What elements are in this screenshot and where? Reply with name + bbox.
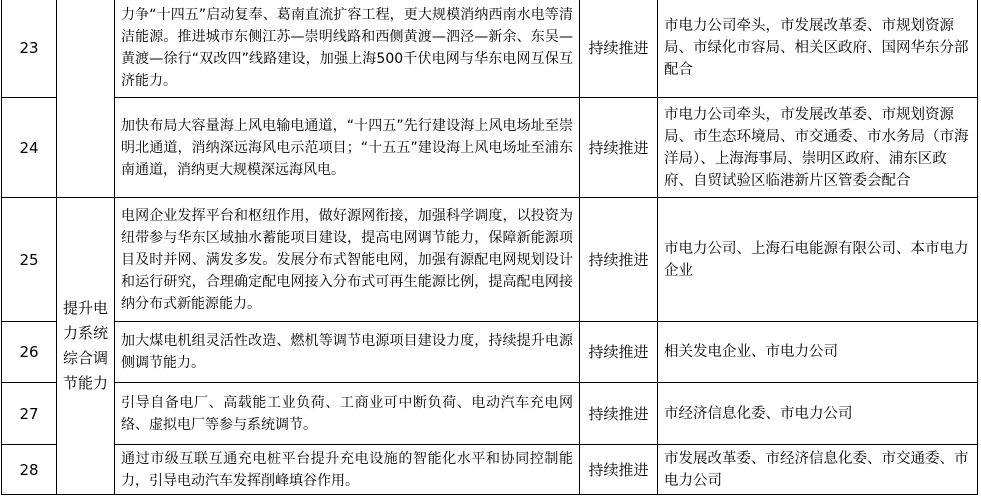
table-row (2, 383, 978, 445)
table-row (2, 198, 978, 322)
task-description: 电网企业发挥平台和枢纽作用，做好源网衔接，加强科学调度，以投资为纽带参与华东区域抽水蓄能项目建设，提高电网调节能力，保障新能源项目及时并网、满发多发。发展分布式智能电网，加强有源配电网规划设计和运行研究，合理确定配电网接入分布式可再生能源比例，提高配电网接纳分布式新能源能力。 (115, 198, 580, 322)
responsible-dept: 市电力公司、上海石电能源有限公司、本市电力企业 (658, 198, 978, 322)
progress-status: 持续推进 (580, 98, 658, 198)
progress-status: 持续推进 (580, 0, 658, 98)
table-row (2, 445, 978, 495)
responsible-dept: 市经济信息化委、市电力公司 (658, 383, 978, 445)
table-row (2, 0, 978, 98)
row-number: 26 (2, 322, 57, 383)
responsible-dept: 相关发电企业、市电力公司 (658, 322, 978, 383)
task-description: 力争“十四五”启动复奉、葛南直流扩容工程，更大规模消纳西南水电等清洁能源。推进城市东侧江苏—崇明线路和西侧黄渡—泗泾—新余、东吴—黄渡—徐行“双改四”线路建设，加强上海500千伏电网与华东电网互保互济能力。 (115, 0, 580, 98)
category-label: 提升电力系统综合调节能力 (57, 198, 115, 495)
row-number: 25 (2, 198, 57, 322)
row-number: 24 (2, 98, 57, 198)
row-number: 28 (2, 445, 57, 495)
progress-status: 持续推进 (580, 322, 658, 383)
task-table (1, 0, 978, 495)
task-description: 引导自备电厂、高载能工业负荷、工商业可中断负荷、电动汽车充电网络、虚拟电厂等参与系统调节。 (115, 383, 580, 445)
category-cell-empty (57, 98, 115, 198)
table-row (2, 98, 978, 198)
row-number: 23 (2, 0, 57, 98)
responsible-dept: 市电力公司牵头，市发展改革委、市规划资源局、市绿化市容局、相关区政府、国网华东分部配合 (658, 0, 978, 98)
responsible-dept: 市电力公司牵头，市发展改革委、市规划资源局、市生态环境局、市交通委、市水务局（市海洋局）、上海海事局、崇明区政府、浦东区政府、自贸试验区临港新片区管委会配合 (658, 98, 978, 198)
progress-status: 持续推进 (580, 445, 658, 495)
category-cell-empty (57, 0, 115, 98)
task-description: 加大煤电机组灵活性改造、燃机等调节电源项目建设力度，持续提升电源侧调节能力。 (115, 322, 580, 383)
progress-status: 持续推进 (580, 383, 658, 445)
task-description: 加快布局大容量海上风电输电通道，“十四五”先行建设海上风电场址至崇明北通道，消纳深远海风电示范项目；“十五五”建设海上风电场址至浦东南通道，消纳更大规模深远海风电。 (115, 98, 580, 198)
row-number: 27 (2, 383, 57, 445)
responsible-dept: 市发展改革委、市经济信息化委、市交通委、市电力公司 (658, 445, 978, 495)
task-description: 通过市级互联互通充电桩平台提升充电设施的智能化水平和协同控制能力，引导电动汽车发挥削峰填谷作用。 (115, 445, 580, 495)
progress-status: 持续推进 (580, 198, 658, 322)
table-row (2, 322, 978, 383)
